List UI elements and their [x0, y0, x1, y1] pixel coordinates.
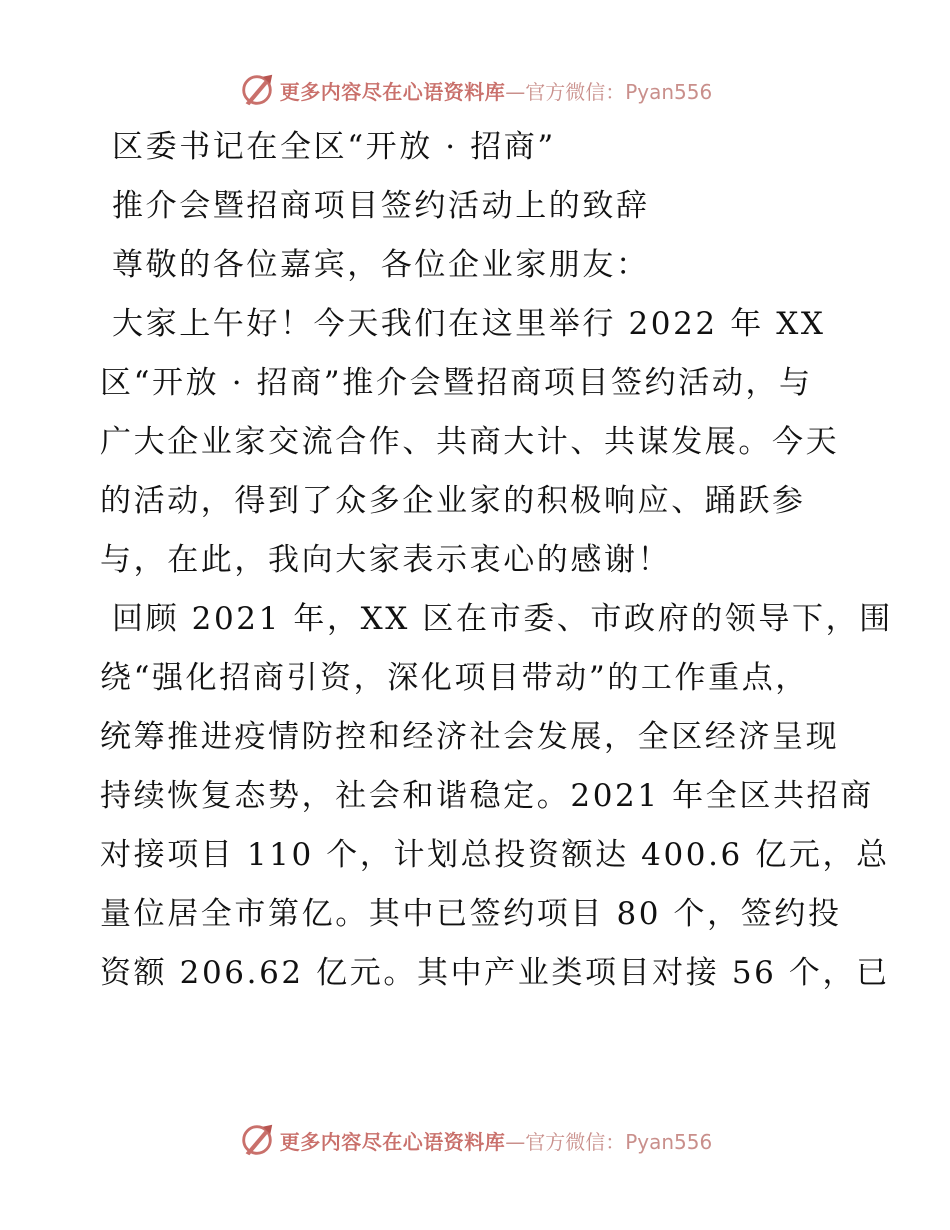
quill-pen-logo-icon [238, 71, 276, 109]
paragraph-line: 回顾 2021 年，XX 区在市委、市政府的领导下，围 [112, 601, 893, 637]
paragraph-line: 统筹推进疫情防控和经济社会发展，全区经济呈现 [100, 719, 840, 755]
watermark-contact-text: —官方微信：Pyan556 [505, 1129, 713, 1154]
paragraph-line: 与，在此，我向大家表示衷心的感谢！ [100, 542, 672, 578]
salutation: 尊敬的各位嘉宾，各位企业家朋友： [112, 247, 650, 283]
paragraph-line: 量位居全市第亿。其中已签约项目 80 个，签约投 [100, 896, 842, 932]
watermark-contact-text: —官方微信：Pyan556 [505, 79, 713, 104]
paragraph-line: 绕“强化招商引资，深化项目带动”的工作重点， [100, 660, 809, 696]
watermark-lead-text: 更多内容尽在心语资料库 [279, 1129, 506, 1154]
paragraph-line: 对接项目 110 个，计划总投资额达 400.6 亿元，总 [100, 837, 890, 873]
paragraph-line: 广大企业家交流合作、共商大计、共谋发展。今天 [100, 424, 840, 460]
title-line-2: 推介会暨招商项目签约活动上的致辞 [112, 188, 650, 224]
footer-watermark [0, 1120, 950, 1160]
paragraph-line: 持续恢复态势，社会和谐稳定。2021 年全区共招商 [100, 778, 874, 814]
header-watermark [0, 70, 950, 110]
paragraph-line: 大家上午好！今天我们在这里举行 2022 年 XX [112, 306, 826, 342]
quill-pen-logo-icon [238, 1121, 276, 1159]
watermark-lead-text: 更多内容尽在心语资料库 [279, 79, 506, 104]
title-line-1: 区委书记在全区“开放 · 招商” [112, 129, 556, 165]
paragraph-line: 资额 206.62 亿元。其中产业类项目对接 56 个，已 [100, 955, 890, 991]
paragraph-line: 的活动，得到了众多企业家的积极响应、踊跃参 [100, 483, 806, 519]
paragraph-1 [100, 295, 860, 590]
paragraph-2 [100, 590, 893, 1003]
paragraph-line: 区“开放 · 招商”推介会暨招商项目签约活动，与 [100, 365, 813, 401]
document-body [100, 118, 893, 1003]
